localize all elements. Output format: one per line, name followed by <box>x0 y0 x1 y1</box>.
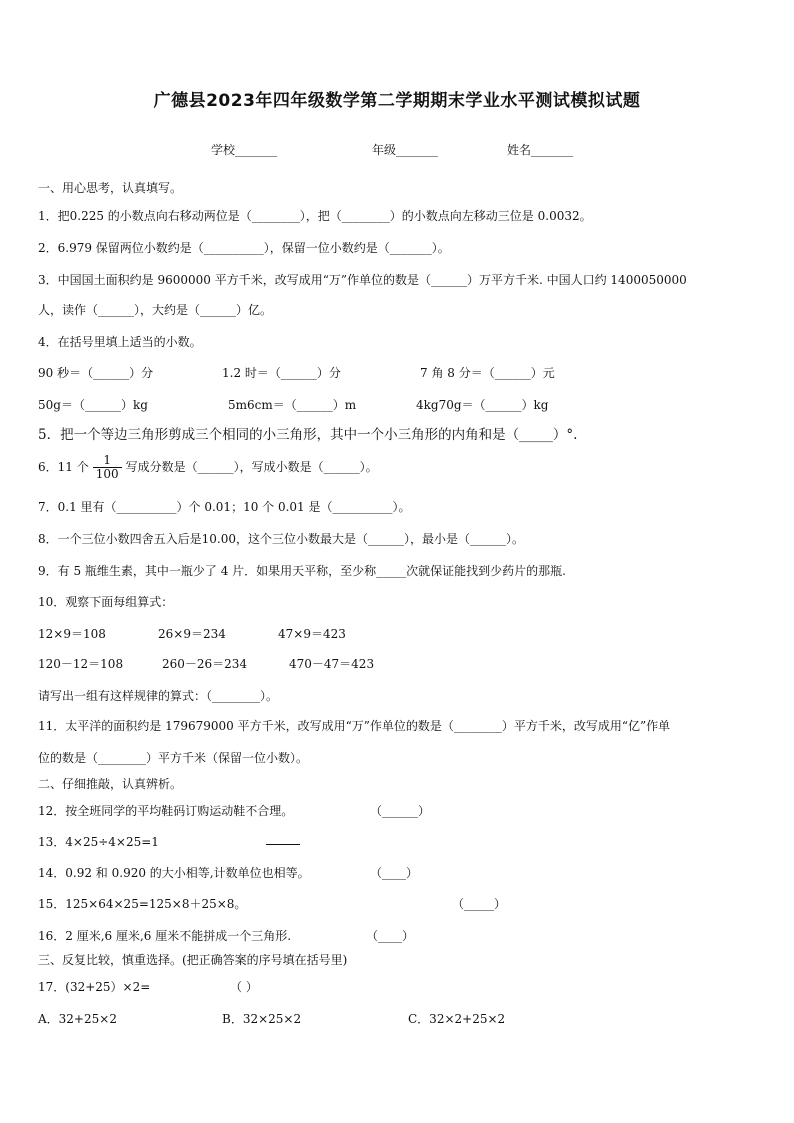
question-4-item: 4kg70g＝（______）kg <box>416 398 549 412</box>
equation: 26×9＝234 <box>158 627 226 641</box>
fraction-denominator: 100 <box>93 467 122 481</box>
question-13: 13．4×25÷4×25=1 <box>38 835 159 849</box>
question-6-suffix: 写成分数是（______），写成小数是（______）。 <box>125 460 378 474</box>
school-field: 学校_______ <box>211 143 278 157</box>
answer-bracket: （ ） <box>230 980 258 994</box>
answer-bracket: （____） <box>370 866 419 880</box>
question-4-item: 1.2 时＝（______）分 <box>222 366 341 380</box>
answer-bracket: （____） <box>366 929 415 943</box>
question-14: 14．0.92 和 0.920 的大小相等,计数单位也相等。 <box>38 866 310 880</box>
question-9: 9．有 5 瓶维生素，其中一瓶少了 4 片．如果用天平称，至少称_____次就保证能找到少药片的那瓶. <box>38 564 566 578</box>
fraction-numerator: 1 <box>103 453 111 467</box>
fraction-one-hundredth <box>93 454 122 481</box>
question-3-line-2: 人，读作（______），大约是（______）亿。 <box>38 303 273 317</box>
option-b: B．32×25×2 <box>222 1012 302 1026</box>
equation: 12×9＝108 <box>38 627 106 641</box>
grade-field: 年级_______ <box>372 143 439 157</box>
answer-blank <box>266 832 300 849</box>
equation: 47×9＝423 <box>278 627 346 641</box>
answer-bracket: （_____） <box>452 897 507 911</box>
equation: 470－47＝423 <box>289 657 375 671</box>
section-heading-1: 一、用心思考，认真填写。 <box>38 181 183 195</box>
equation: 120－12＝108 <box>38 657 124 671</box>
equation: 260－26＝234 <box>162 657 248 671</box>
question-6-prefix: 6．11 个 <box>38 460 89 474</box>
question-3-line-1: 3．中国国土面积约是 9600000 平方千米，改写成用“万”作单位的数是（______）万平方千米. 中国人口约 1400050000 <box>38 273 687 287</box>
question-16: 16．2 厘米,6 厘米,6 厘米不能拼成一个三角形. <box>38 929 292 943</box>
question-1: 1．把0.225 的小数点向右移动两位是（________），把（________）的小数点向左移动三位是 0.0032。 <box>38 209 592 223</box>
option-c: C．32×2+25×2 <box>408 1012 506 1026</box>
question-2: 2．6.979 保留两位小数约是（__________），保留一位小数约是（_______）。 <box>38 241 450 255</box>
question-7: 7．0.1 里有（__________）个 0.01；10 个 0.01 是（__________）。 <box>38 500 411 514</box>
question-10: 10．观察下面每组算式： <box>38 595 174 609</box>
option-a: A．32+25×2 <box>38 1012 117 1026</box>
question-4-item: 50g＝（______）kg <box>38 398 148 412</box>
question-8: 8．一个三位小数四舍五入后是10.00，这个三位小数最大是（______），最小是（______）。 <box>38 532 524 546</box>
question-4-item: 90 秒＝（______）分 <box>38 366 154 380</box>
page-title: 广德县2023年四年级数学第二学期期末学业水平测试模拟试题 <box>153 91 641 111</box>
section-heading-2: 二、仔细推敲，认真辨析。 <box>38 777 183 791</box>
question-11-line-1: 11．太平洋的面积约是 179679000 平方千米，改写成用“万”作单位的数是（________）平方千米，改写成用“亿”作单 <box>38 719 671 733</box>
question-4-item: 5m6cm＝（______）m <box>228 398 357 412</box>
question-4-item: 7 角 8 分＝（______）元 <box>420 366 555 380</box>
question-6 <box>38 452 378 482</box>
question-4: 4．在括号里填上适当的小数。 <box>38 335 202 349</box>
question-10-ask: 请写出一组有这样规律的算式：（________）。 <box>38 689 279 703</box>
question-15: 15．125×64×25=125×8＋25×8。 <box>38 897 247 911</box>
section-heading-3: 三、反复比较，慎重选择。(把正确答案的序号填在括号里) <box>38 953 348 967</box>
question-17: 17．(32+25）×2= <box>38 980 151 994</box>
question-11-line-2: 位的数是（________）平方千米（保留一位小数）。 <box>38 751 309 765</box>
name-field: 姓名_______ <box>507 143 574 157</box>
answer-bracket: （______） <box>370 804 431 818</box>
question-5: 5．把一个等边三角形剪成三个相同的小三角形，其中一个小三角形的内角和是（_____）°. <box>38 427 578 443</box>
question-12: 12．按全班同学的平均鞋码订购运动鞋不合理。 <box>38 804 294 818</box>
